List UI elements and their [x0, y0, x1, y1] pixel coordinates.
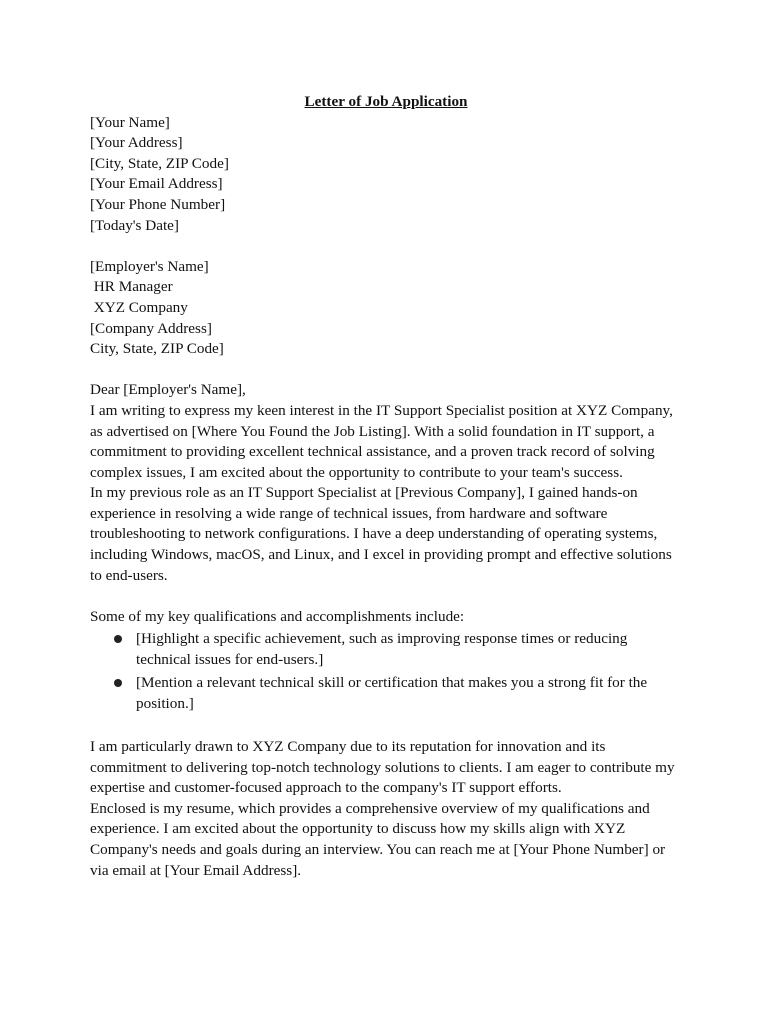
recipient-block — [90, 257, 682, 360]
spacer — [90, 586, 682, 607]
salutation: Dear [Employer's Name], — [90, 381, 246, 399]
letter-title: Letter of Job Application — [304, 93, 468, 110]
spacer — [90, 360, 682, 381]
spacer — [90, 716, 682, 737]
recipient-title: HR Manager — [90, 278, 173, 296]
sender-email: [Your Email Address] — [90, 175, 223, 193]
spacer — [90, 236, 682, 257]
list-item — [90, 628, 682, 670]
qualifications-list — [90, 628, 682, 714]
closing-paragraph-1: I am particularly drawn to XYZ Company due to its reputation for innovation and its commitment to delivering top-notch technology solutions to clients. I am eager to contribute my expertise and customer-focused approach to the company's IT support efforts. — [90, 738, 675, 797]
sender-name: [Your Name] — [90, 113, 170, 131]
bullet-icon — [114, 635, 122, 643]
qualification-text: [Mention a relevant technical skill or certification that makes you a strong fit for the position.] — [136, 674, 648, 713]
sender-city: [City, State, ZIP Code] — [90, 154, 229, 172]
list-item — [90, 672, 682, 714]
recipient-city: City, State, ZIP Code] — [90, 340, 224, 358]
sender-date: [Today's Date] — [90, 216, 179, 234]
recipient-name: [Employer's Name] — [90, 257, 209, 275]
letter-page — [90, 92, 682, 881]
recipient-address: [Company Address] — [90, 319, 212, 337]
bullet-icon — [114, 679, 122, 687]
sender-address: [Your Address] — [90, 134, 183, 152]
closing-paragraph-2: Enclosed is my resume, which provides a comprehensive overview of my qualifications and experience. I am excited about the opportunity to discuss how my skills align with XYZ Company's needs and goals during an interview. You can reach me at [Your Phone Number] or via email at [Your Email Address]. — [90, 799, 666, 879]
body-paragraph-1: I am writing to express my keen interest in the IT Support Specialist position at XYZ Company, as advertised on [Where You Found the Job Listing]. With a solid foundation in IT support, a commitment to providing excellent technical assistance, and a proven track record of solving complex issues, I am excited about the opportunity to contribute to your team's success. — [90, 401, 673, 481]
body-paragraph-2: In my previous role as an IT Support Specialist at [Previous Company], I gained hands-on experience in resolving a wide range of technical issues, from hardware and software troubleshooting to network configurations. I have a deep understanding of operating systems, including Windows, macOS, and Linux, and I excel in providing prompt and effective solutions to end-users. — [90, 484, 672, 584]
sender-phone: [Your Phone Number] — [90, 195, 226, 213]
qualifications-intro: Some of my key qualifications and accomplishments include: — [90, 607, 465, 625]
recipient-company: XYZ Company — [90, 298, 188, 316]
qualification-text: [Highlight a specific achievement, such as improving response times or reducing technical issues for end-users.] — [136, 630, 628, 669]
sender-block — [90, 113, 682, 237]
